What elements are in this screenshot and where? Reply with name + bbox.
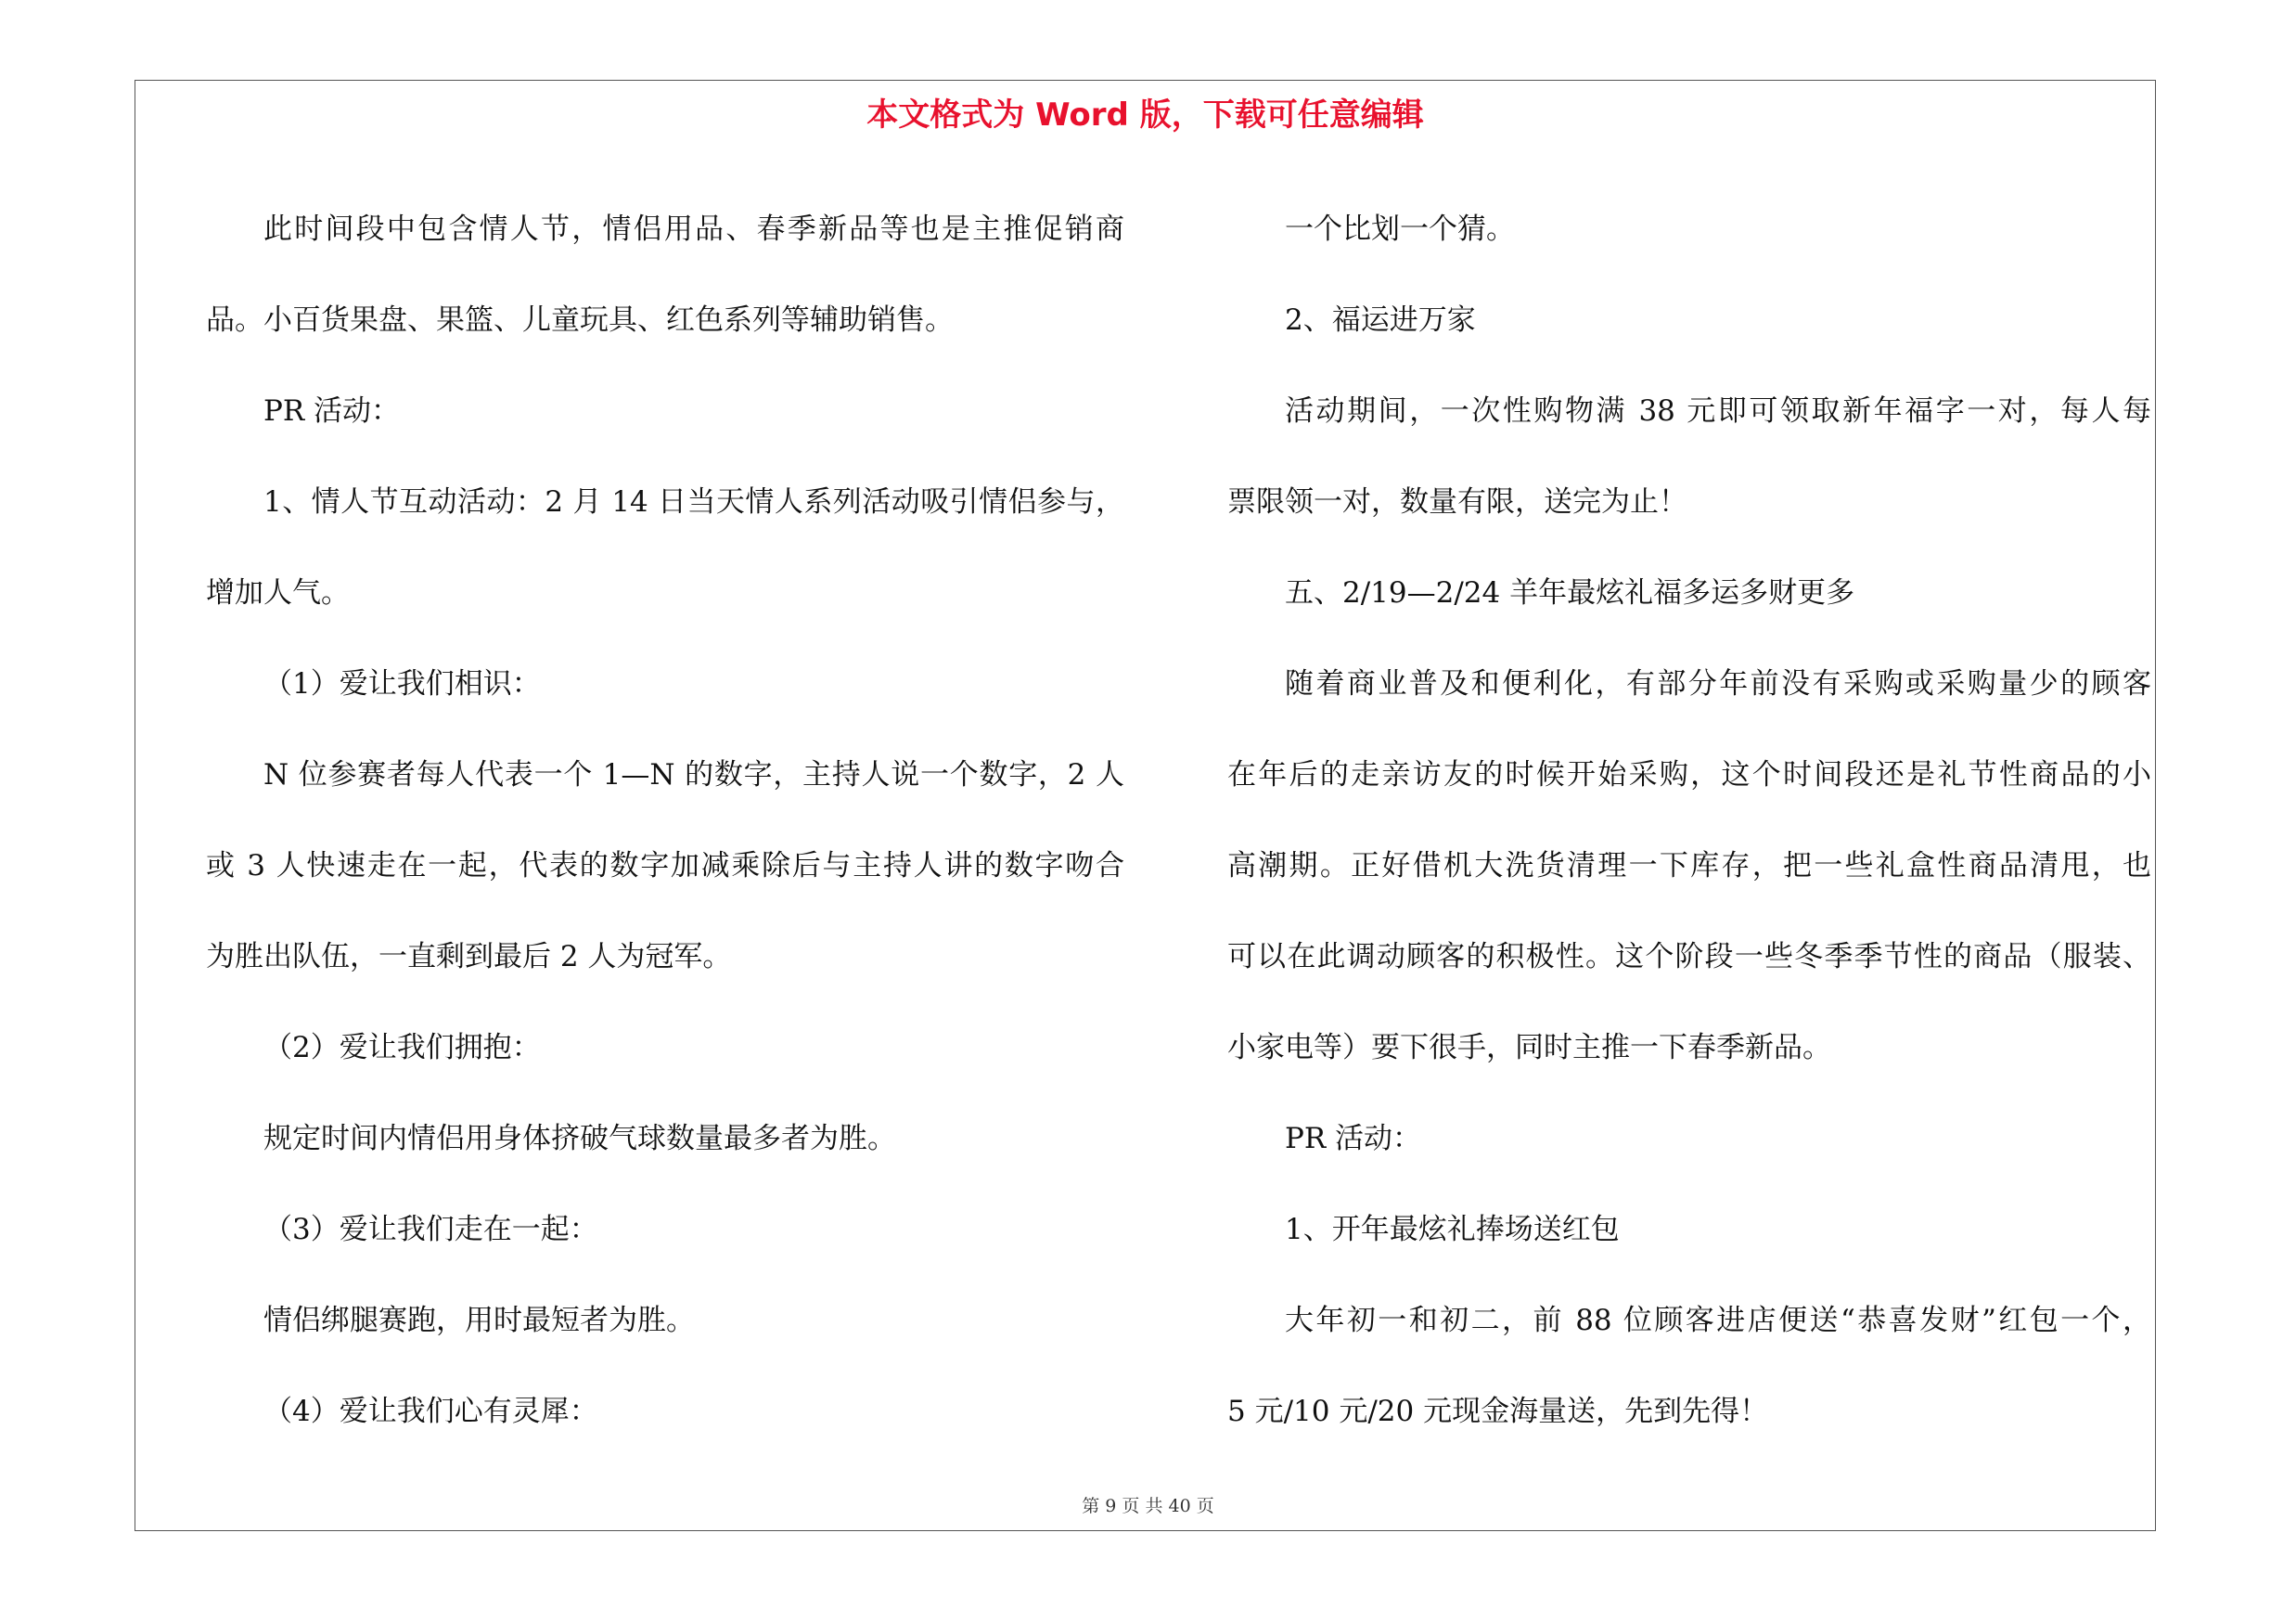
text-line: 小家电等）要下很手，同时主推一下春季新品。 (1227, 1031, 1831, 1064)
page-footer: 第 9 页 共 40 页 (1082, 1496, 1214, 1516)
text-line: 随着商业普及和便利化，有部分年前没有采购或采购量少的顾客 (1285, 667, 2151, 701)
text-line: 活动期间，一次性购物满 38 元即可领取新年福字一对，每人每 (1285, 394, 2151, 428)
text-line: （2）爱让我们拥抱： (263, 1031, 541, 1064)
text-line: 此时间段中包含情人节，情侣用品、春季新品等也是主推促销商 (263, 213, 1124, 246)
text-line: （4）爱让我们心有灵犀： (263, 1395, 598, 1428)
text-line: （3）爱让我们走在一起： (263, 1213, 598, 1246)
text-line: 1、开年最炫礼捧场送红包 (1285, 1213, 1620, 1246)
text-line: PR 活动： (1285, 1122, 1422, 1155)
text-line: 高潮期。正好借机大洗货清理一下库存，把一些礼盒性商品清甩，也 (1227, 849, 2151, 882)
text-line: 可以在此调动顾客的积极性。这个阶段一些冬季季节性的商品（服装、 (1227, 940, 2151, 973)
text-line: 大年初一和初二，前 88 位顾客进店便送“恭喜发财”红包一个， (1285, 1304, 2151, 1337)
text-line: 五、2/19—2/24 羊年最炫礼福多运多财更多 (1285, 576, 1855, 610)
text-line: 增加人气。 (206, 576, 350, 610)
text-line: 一个比划一个猜。 (1285, 213, 1515, 246)
text-line: 或 3 人快速走在一起，代表的数字加减乘除后与主持人讲的数字吻合 (206, 849, 1124, 882)
text-line: 在年后的走亲访友的时候开始采购，这个时间段还是礼节性商品的小 (1227, 758, 2151, 792)
text-line: 为胜出队伍，一直剩到最后 2 人为冠军。 (206, 940, 732, 973)
text-line: 票限领一对，数量有限，送完为止！ (1227, 485, 1687, 519)
text-line: 1、情人节互动活动：2 月 14 日当天情人系列活动吸引情侣参与， (263, 485, 1124, 519)
right-column (1227, 184, 2151, 1457)
left-column (206, 184, 1124, 1457)
text-line: 情侣绑腿赛跑，用时最短者为胜。 (263, 1304, 695, 1337)
text-line: （1）爱让我们相识： (263, 667, 541, 701)
banner-title: 本文格式为 Word 版，下载可任意编辑 (866, 97, 1424, 134)
text-line: N 位参赛者每人代表一个 1—N 的数字，主持人说一个数字，2 人 (263, 758, 1124, 792)
text-line: 2、福运进万家 (1285, 303, 1476, 337)
text-line: 5 元/10 元/20 元现金海量送，先到先得！ (1227, 1395, 1769, 1428)
text-line: 品。小百货果盘、果篮、儿童玩具、红色系列等辅助销售。 (206, 303, 954, 337)
text-line: 规定时间内情侣用身体挤破气球数量最多者为胜。 (263, 1122, 896, 1155)
text-line: PR 活动： (263, 394, 401, 428)
